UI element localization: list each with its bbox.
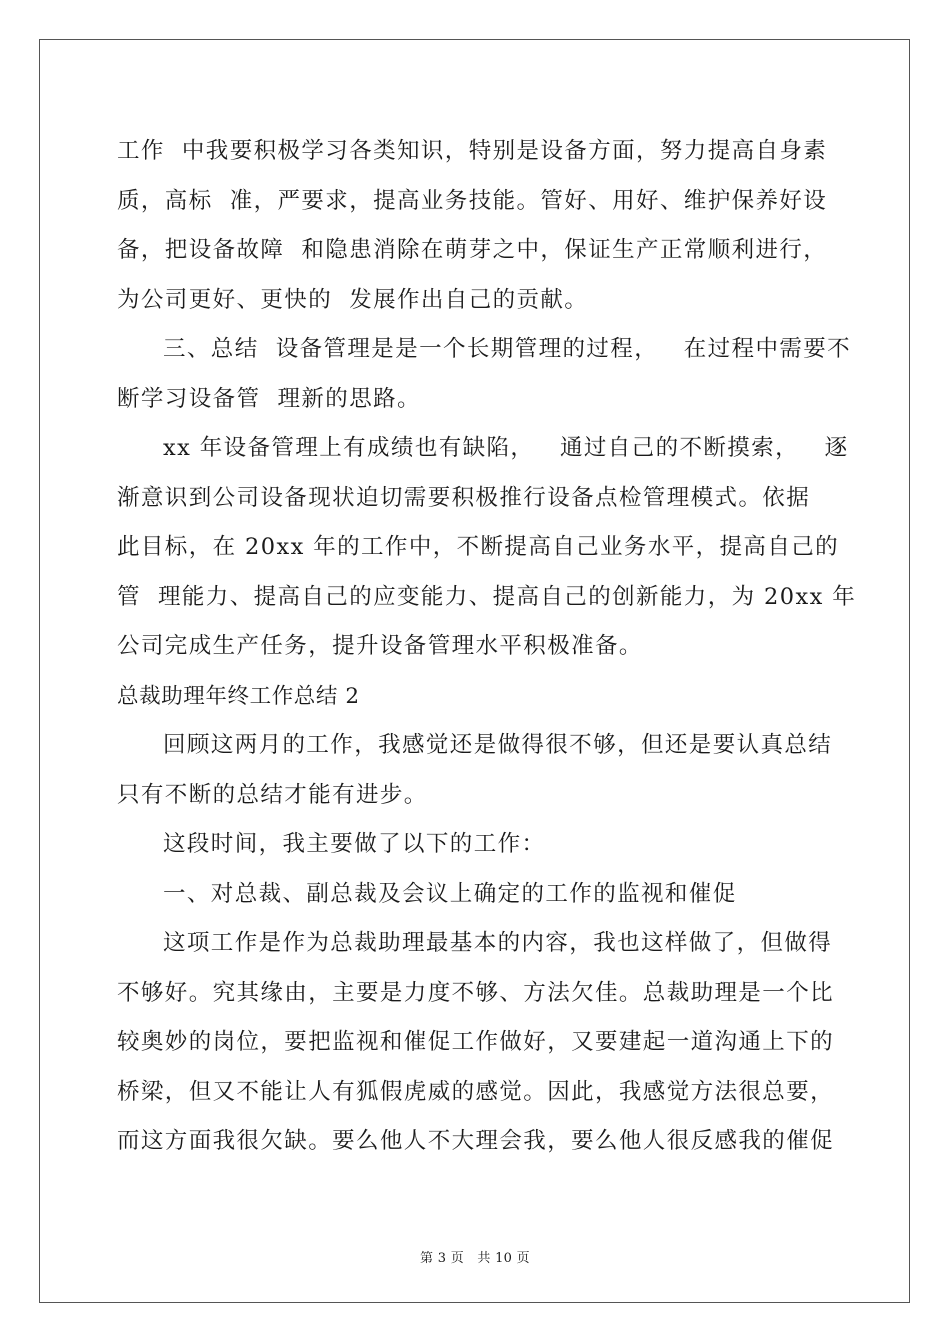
body-line: 只有不断的总结才能有进步。	[117, 781, 428, 808]
body-line: 桥梁，但又不能让人有狐假虎威的感觉。因此，我感觉方法很总要，	[117, 1078, 835, 1105]
body-line: 这段时间，我主要做了以下的工作：	[163, 831, 546, 857]
body-line: 管 理能力、提高自己的应变能力、提高自己的创新能力，为 20xx 年	[117, 583, 857, 610]
body-line: 渐意识到公司设备现状迫切需要积极推行设备点检管理模式。依据	[117, 484, 811, 511]
page-footer	[0, 1247, 950, 1266]
body-line: 此目标，在 20xx 年的工作中，不断提高自己业务水平，提高自己的	[117, 534, 840, 560]
body-line: 不够好。究其缘由，主要是力度不够、方法欠佳。总裁助理是一个比	[117, 979, 835, 1006]
body-line: 为公司更好、更快的 发展作出自己的贡献。	[117, 286, 589, 313]
body-line: 而这方面我很欠缺。要么他人不大理会我，要么他人很反感我的催促	[117, 1128, 835, 1154]
document-body	[117, 127, 857, 1167]
body-line: 工作 中我要积极学习各类知识，特别是设备方面，努力提高自身素	[117, 138, 828, 164]
page-total: 共 10 页	[477, 1251, 530, 1266]
body-line: 回顾这两月的工作，我感觉还是做得很不够，但还是要认真总结	[163, 732, 833, 758]
body-line: 较奥妙的岗位，要把监视和催促工作做好，又要建起一道沟通上下的	[117, 1029, 835, 1055]
section-heading: 总裁助理年终工作总结 2	[117, 683, 360, 709]
body-line: 一、对总裁、副总裁及会议上确定的工作的监视和催促	[163, 880, 737, 907]
body-line: 公司完成生产任务，提升设备管理水平积极准备。	[117, 633, 643, 659]
body-line: 断学习设备管 理新的思路。	[117, 385, 421, 412]
body-line: 备，把设备故障 和隐患消除在萌芽之中，保证生产正常顺利进行，	[117, 237, 828, 263]
body-line: xx 年设备管理上有成绩也有缺陷， 通过自己的不断摸索， 逐	[163, 435, 849, 461]
body-line: 质，高标 准，严要求，提高业务技能。管好、用好、维护保养好设	[117, 187, 828, 214]
body-line: 三、总结 设备管理是是一个长期管理的过程， 在过程中需要不	[163, 336, 852, 362]
body-line: 这项工作是作为总裁助理最基本的内容，我也这样做了，但做得	[163, 930, 833, 956]
page-number: 第 3 页	[420, 1251, 465, 1266]
